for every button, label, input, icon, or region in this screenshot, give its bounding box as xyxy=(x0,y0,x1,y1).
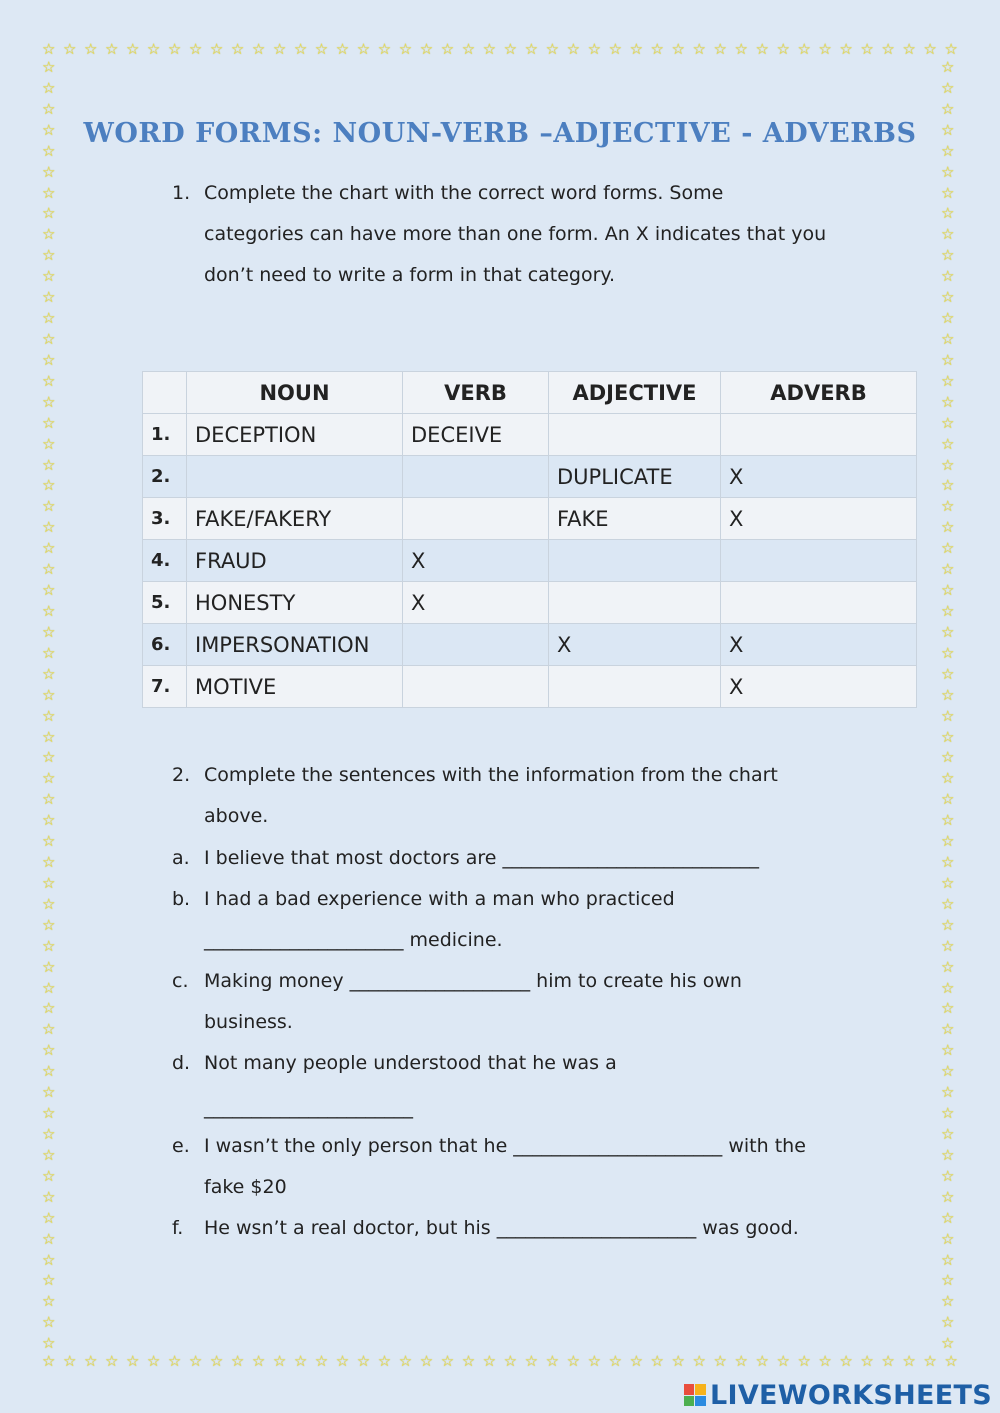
star-icon: ☆ xyxy=(42,1166,56,1185)
question-1 xyxy=(172,173,892,296)
star-icon: ☆ xyxy=(941,1104,955,1123)
star-icon: ☆ xyxy=(818,1352,832,1370)
sentence-b-line-2: _____________________ medicine. xyxy=(204,929,503,951)
chart-body xyxy=(143,414,917,708)
star-icon: ☆ xyxy=(42,936,56,955)
star-icon: ☆ xyxy=(42,204,56,223)
star-icon: ☆ xyxy=(356,40,371,58)
star-icon: ☆ xyxy=(42,225,56,244)
table-cell: DECEPTION xyxy=(187,414,403,456)
sentence-a-label: a. xyxy=(172,847,190,869)
star-icon: ☆ xyxy=(941,309,955,328)
star-icon: ☆ xyxy=(42,539,56,558)
star-icon: ☆ xyxy=(42,183,56,202)
row-number-cell: 3. xyxy=(143,498,187,540)
star-icon: ☆ xyxy=(440,40,455,58)
star-icon: ☆ xyxy=(941,1166,955,1185)
star-icon: ☆ xyxy=(42,1083,56,1102)
star-icon: ☆ xyxy=(42,1250,56,1269)
star-icon: ☆ xyxy=(104,40,119,58)
star-icon: ☆ xyxy=(251,40,266,58)
star-icon: ☆ xyxy=(941,329,955,348)
star-icon: ☆ xyxy=(941,999,955,1018)
table-cell xyxy=(721,540,917,582)
star-icon: ☆ xyxy=(941,1292,955,1311)
star-icon: ☆ xyxy=(941,371,955,390)
star-icon: ☆ xyxy=(944,40,958,58)
star-icon: ☆ xyxy=(941,811,955,830)
star-icon: ☆ xyxy=(941,413,955,432)
star-icon: ☆ xyxy=(42,1334,56,1353)
star-icon: ☆ xyxy=(42,1292,56,1311)
logo-grid-icon xyxy=(684,1384,706,1406)
star-icon: ☆ xyxy=(797,1352,811,1370)
star-icon: ☆ xyxy=(797,40,811,58)
star-icon: ☆ xyxy=(188,40,203,58)
table-cell xyxy=(549,414,721,456)
star-icon: ☆ xyxy=(713,40,727,58)
star-icon: ☆ xyxy=(941,120,955,139)
star-icon: ☆ xyxy=(941,497,955,516)
star-icon: ☆ xyxy=(42,1208,56,1227)
sentence-c-line-2: business. xyxy=(204,1011,293,1033)
star-icon: ☆ xyxy=(941,1020,955,1039)
star-icon: ☆ xyxy=(941,476,955,495)
star-icon: ☆ xyxy=(42,601,56,620)
star-icon: ☆ xyxy=(941,706,955,725)
star-icon: ☆ xyxy=(398,40,413,58)
star-icon: ☆ xyxy=(42,309,56,328)
star-icon: ☆ xyxy=(941,58,955,76)
star-icon: ☆ xyxy=(42,99,56,118)
star-icon: ☆ xyxy=(167,1352,182,1370)
star-icon: ☆ xyxy=(42,1125,56,1144)
table-cell: DUPLICATE xyxy=(549,456,721,498)
chart-header-cell: NOUN xyxy=(187,372,403,414)
star-icon: ☆ xyxy=(941,1313,955,1332)
star-icon: ☆ xyxy=(839,40,853,58)
star-icon: ☆ xyxy=(42,978,56,997)
star-icon: ☆ xyxy=(941,246,955,265)
logo-square-yellow xyxy=(695,1384,706,1395)
table-cell xyxy=(187,456,403,498)
star-icon: ☆ xyxy=(209,1352,224,1370)
star-icon: ☆ xyxy=(566,1352,581,1370)
star-icon: ☆ xyxy=(941,1083,955,1102)
star-icon: ☆ xyxy=(42,999,56,1018)
table-cell: X xyxy=(549,624,721,666)
table-cell: FAKE/FAKERY xyxy=(187,498,403,540)
star-icon: ☆ xyxy=(482,40,497,58)
logo-square-green xyxy=(684,1396,695,1407)
row-number-cell: 1. xyxy=(143,414,187,456)
table-cell: HONESTY xyxy=(187,582,403,624)
chart-header-cell xyxy=(143,372,187,414)
star-icon: ☆ xyxy=(272,40,287,58)
star-icon: ☆ xyxy=(146,40,161,58)
table-cell xyxy=(549,666,721,708)
star-icon: ☆ xyxy=(42,727,56,746)
star-icon: ☆ xyxy=(941,727,955,746)
star-icon: ☆ xyxy=(42,894,56,913)
star-icon: ☆ xyxy=(42,832,56,851)
sentence-d-label: d. xyxy=(172,1052,191,1074)
star-icon: ☆ xyxy=(734,40,748,58)
star-icon: ☆ xyxy=(941,622,955,641)
star-icon: ☆ xyxy=(941,1334,955,1353)
question-1-line-2: categories can have more than one form. An X indicates that you xyxy=(204,223,827,245)
star-icon: ☆ xyxy=(818,40,832,58)
star-icon: ☆ xyxy=(42,78,56,97)
star-icon: ☆ xyxy=(941,832,955,851)
star-icon: ☆ xyxy=(881,40,895,58)
sentence-b-label: b. xyxy=(172,888,191,910)
star-icon: ☆ xyxy=(42,622,56,641)
star-icon: ☆ xyxy=(461,1352,476,1370)
logo-square-blue xyxy=(695,1396,706,1407)
star-icon: ☆ xyxy=(377,40,392,58)
sentence-f-line-1: He wsn’t a real doctor, but his _____________________ was good. xyxy=(204,1217,799,1239)
question-number: 1. xyxy=(172,182,191,204)
star-icon: ☆ xyxy=(42,643,56,662)
star-icon: ☆ xyxy=(524,1352,539,1370)
chart-header-cell: ADVERB xyxy=(721,372,917,414)
star-icon: ☆ xyxy=(62,1352,77,1370)
liveworksheets-logo[interactable] xyxy=(684,1380,992,1410)
star-icon: ☆ xyxy=(776,1352,790,1370)
sentence-e-line-2: fake $20 xyxy=(204,1176,287,1198)
star-icon: ☆ xyxy=(941,350,955,369)
question-2-line-2: above. xyxy=(204,805,269,827)
chart-header-row xyxy=(143,372,917,414)
star-icon: ☆ xyxy=(941,1271,955,1290)
star-icon: ☆ xyxy=(941,1041,955,1060)
star-icon: ☆ xyxy=(941,1229,955,1248)
star-icon: ☆ xyxy=(42,685,56,704)
table-row xyxy=(143,624,917,666)
star-icon: ☆ xyxy=(42,873,56,892)
question-number: 2. xyxy=(172,764,191,786)
table-cell: X xyxy=(721,666,917,708)
star-icon: ☆ xyxy=(42,811,56,830)
star-icon: ☆ xyxy=(941,685,955,704)
table-cell: DECEIVE xyxy=(403,414,549,456)
table-cell: X xyxy=(721,498,917,540)
row-number-cell: 2. xyxy=(143,456,187,498)
star-icon: ☆ xyxy=(125,1352,140,1370)
star-icon: ☆ xyxy=(629,1352,644,1370)
star-icon: ☆ xyxy=(941,267,955,286)
star-icon: ☆ xyxy=(42,1229,56,1248)
chart-header-cell: VERB xyxy=(403,372,549,414)
question-2 xyxy=(172,755,892,837)
star-icon: ☆ xyxy=(104,1352,119,1370)
table-cell: X xyxy=(721,624,917,666)
star-icon: ☆ xyxy=(941,601,955,620)
table-row xyxy=(143,414,917,456)
star-border-top xyxy=(42,42,958,57)
sentence-e-label: e. xyxy=(172,1135,190,1157)
star-icon: ☆ xyxy=(941,539,955,558)
brand-name: LIVEWORKSHEETS xyxy=(709,1379,992,1411)
star-icon: ☆ xyxy=(42,1145,56,1164)
table-row xyxy=(143,582,917,624)
star-icon: ☆ xyxy=(545,40,560,58)
star-icon: ☆ xyxy=(42,1352,56,1370)
star-icon: ☆ xyxy=(188,1352,203,1370)
star-icon: ☆ xyxy=(902,1352,916,1370)
star-icon: ☆ xyxy=(587,40,602,58)
star-icon: ☆ xyxy=(650,1352,664,1370)
table-cell xyxy=(549,540,721,582)
star-icon: ☆ xyxy=(293,1352,308,1370)
star-icon: ☆ xyxy=(42,1104,56,1123)
star-icon: ☆ xyxy=(42,476,56,495)
star-icon: ☆ xyxy=(902,40,916,58)
word-forms-chart xyxy=(142,371,917,708)
star-icon: ☆ xyxy=(941,643,955,662)
star-icon: ☆ xyxy=(42,350,56,369)
star-icon: ☆ xyxy=(941,78,955,97)
table-cell: X xyxy=(721,456,917,498)
row-number-cell: 6. xyxy=(143,624,187,666)
sentence-d-line-1: Not many people understood that he was a xyxy=(204,1052,617,1074)
star-icon: ☆ xyxy=(272,1352,287,1370)
star-icon: ☆ xyxy=(881,1352,895,1370)
question-2-line-1: Complete the sentences with the information from the chart xyxy=(204,764,778,786)
star-icon: ☆ xyxy=(941,873,955,892)
star-border-right xyxy=(941,60,954,1352)
question-1-line-1: Complete the chart with the correct word forms. Some xyxy=(204,182,724,204)
star-icon: ☆ xyxy=(419,1352,434,1370)
star-icon: ☆ xyxy=(42,853,56,872)
star-icon: ☆ xyxy=(941,1125,955,1144)
star-icon: ☆ xyxy=(42,246,56,265)
table-cell xyxy=(721,582,917,624)
star-icon: ☆ xyxy=(42,162,56,181)
star-icon: ☆ xyxy=(42,497,56,516)
worksheet-title: WORD FORMS: NOUN-VERB –ADJECTIVE - ADVERBS xyxy=(83,118,917,149)
table-cell xyxy=(549,582,721,624)
star-icon: ☆ xyxy=(42,957,56,976)
star-icon: ☆ xyxy=(941,957,955,976)
star-icon: ☆ xyxy=(755,40,769,58)
star-icon: ☆ xyxy=(671,1352,685,1370)
star-icon: ☆ xyxy=(314,1352,329,1370)
question-1-line-3: don’t need to write a form in that category. xyxy=(204,264,616,286)
star-icon: ☆ xyxy=(125,40,140,58)
star-icon: ☆ xyxy=(42,790,56,809)
star-icon: ☆ xyxy=(941,790,955,809)
table-row xyxy=(143,666,917,708)
sentence-d-line-2: ______________________ xyxy=(204,1097,413,1119)
star-icon: ☆ xyxy=(42,141,56,160)
star-icon: ☆ xyxy=(941,288,955,307)
table-cell xyxy=(403,456,549,498)
table-cell: IMPERSONATION xyxy=(187,624,403,666)
star-icon: ☆ xyxy=(941,1208,955,1227)
logo-square-red xyxy=(684,1384,695,1395)
star-icon: ☆ xyxy=(941,162,955,181)
star-border-bottom xyxy=(42,1354,958,1369)
star-icon: ☆ xyxy=(524,40,539,58)
star-icon: ☆ xyxy=(941,894,955,913)
star-icon: ☆ xyxy=(650,40,664,58)
star-icon: ☆ xyxy=(941,769,955,788)
star-icon: ☆ xyxy=(398,1352,413,1370)
star-icon: ☆ xyxy=(941,664,955,683)
star-icon: ☆ xyxy=(941,915,955,934)
sentence-f-label: f. xyxy=(172,1217,184,1239)
star-icon: ☆ xyxy=(146,1352,161,1370)
sentence-a-line-1: I believe that most doctors are ___________________________ xyxy=(204,847,759,869)
star-icon: ☆ xyxy=(42,1313,56,1332)
star-icon: ☆ xyxy=(860,1352,874,1370)
star-icon: ☆ xyxy=(42,329,56,348)
star-icon: ☆ xyxy=(42,1041,56,1060)
star-icon: ☆ xyxy=(42,560,56,579)
star-icon: ☆ xyxy=(923,1352,937,1370)
table-cell: X xyxy=(403,540,549,582)
table-cell xyxy=(403,498,549,540)
star-icon: ☆ xyxy=(608,40,623,58)
star-icon: ☆ xyxy=(251,1352,266,1370)
star-icon: ☆ xyxy=(42,1187,56,1206)
star-icon: ☆ xyxy=(419,40,434,58)
star-icon: ☆ xyxy=(42,706,56,725)
star-icon: ☆ xyxy=(941,1187,955,1206)
star-icon: ☆ xyxy=(356,1352,371,1370)
star-icon: ☆ xyxy=(42,1062,56,1081)
star-icon: ☆ xyxy=(42,58,56,76)
star-icon: ☆ xyxy=(42,413,56,432)
star-icon: ☆ xyxy=(776,40,790,58)
star-icon: ☆ xyxy=(42,748,56,767)
star-icon: ☆ xyxy=(941,560,955,579)
star-icon: ☆ xyxy=(941,853,955,872)
star-icon: ☆ xyxy=(941,1062,955,1081)
star-icon: ☆ xyxy=(314,40,329,58)
star-icon: ☆ xyxy=(941,1250,955,1269)
table-row xyxy=(143,456,917,498)
star-icon: ☆ xyxy=(941,455,955,474)
sentence-c-label: c. xyxy=(172,970,189,992)
star-icon: ☆ xyxy=(629,40,644,58)
star-icon: ☆ xyxy=(42,1271,56,1290)
star-icon: ☆ xyxy=(860,40,874,58)
sentence-b-line-1: I had a bad experience with a man who practiced xyxy=(204,888,675,910)
star-icon: ☆ xyxy=(944,1352,958,1370)
star-icon: ☆ xyxy=(941,581,955,600)
row-number-cell: 4. xyxy=(143,540,187,582)
star-icon: ☆ xyxy=(62,40,77,58)
star-icon: ☆ xyxy=(335,40,350,58)
star-icon: ☆ xyxy=(941,936,955,955)
star-icon: ☆ xyxy=(42,392,56,411)
star-icon: ☆ xyxy=(42,371,56,390)
star-icon: ☆ xyxy=(941,392,955,411)
table-cell xyxy=(403,624,549,666)
star-icon: ☆ xyxy=(83,1352,98,1370)
chart-header-cell: ADJECTIVE xyxy=(549,372,721,414)
star-icon: ☆ xyxy=(941,225,955,244)
star-icon: ☆ xyxy=(941,1145,955,1164)
star-border-left xyxy=(42,60,55,1352)
star-icon: ☆ xyxy=(692,40,706,58)
star-icon: ☆ xyxy=(42,581,56,600)
star-icon: ☆ xyxy=(83,40,98,58)
star-icon: ☆ xyxy=(692,1352,706,1370)
star-icon: ☆ xyxy=(608,1352,623,1370)
table-cell: FRAUD xyxy=(187,540,403,582)
star-icon: ☆ xyxy=(42,434,56,453)
table-row xyxy=(143,540,917,582)
row-number-cell: 7. xyxy=(143,666,187,708)
sentence-c-line-1: Making money ___________________ him to create his own xyxy=(204,970,742,992)
star-icon: ☆ xyxy=(503,1352,518,1370)
star-icon: ☆ xyxy=(209,40,224,58)
table-cell: MOTIVE xyxy=(187,666,403,708)
star-icon: ☆ xyxy=(42,769,56,788)
star-icon: ☆ xyxy=(293,40,308,58)
star-icon: ☆ xyxy=(923,40,937,58)
star-icon: ☆ xyxy=(42,664,56,683)
star-icon: ☆ xyxy=(839,1352,853,1370)
sentence-e-line-1: I wasn’t the only person that he ______________________ with the xyxy=(204,1135,806,1157)
star-icon: ☆ xyxy=(713,1352,727,1370)
star-icon: ☆ xyxy=(230,40,245,58)
star-icon: ☆ xyxy=(440,1352,455,1370)
star-icon: ☆ xyxy=(335,1352,350,1370)
table-cell: X xyxy=(403,582,549,624)
star-icon: ☆ xyxy=(461,40,476,58)
star-icon: ☆ xyxy=(941,978,955,997)
star-icon: ☆ xyxy=(42,518,56,537)
table-cell xyxy=(721,414,917,456)
star-icon: ☆ xyxy=(671,40,685,58)
star-icon: ☆ xyxy=(941,99,955,118)
star-icon: ☆ xyxy=(230,1352,245,1370)
star-icon: ☆ xyxy=(42,40,56,58)
star-icon: ☆ xyxy=(482,1352,497,1370)
table-cell xyxy=(403,666,549,708)
star-icon: ☆ xyxy=(42,120,56,139)
star-icon: ☆ xyxy=(545,1352,560,1370)
star-icon: ☆ xyxy=(503,40,518,58)
table-cell: FAKE xyxy=(549,498,721,540)
star-icon: ☆ xyxy=(734,1352,748,1370)
star-icon: ☆ xyxy=(42,1020,56,1039)
star-icon: ☆ xyxy=(941,434,955,453)
star-icon: ☆ xyxy=(941,141,955,160)
star-icon: ☆ xyxy=(941,518,955,537)
table-row xyxy=(143,498,917,540)
row-number-cell: 5. xyxy=(143,582,187,624)
star-icon: ☆ xyxy=(42,267,56,286)
star-icon: ☆ xyxy=(42,455,56,474)
star-icon: ☆ xyxy=(755,1352,769,1370)
star-icon: ☆ xyxy=(941,204,955,223)
star-icon: ☆ xyxy=(587,1352,602,1370)
star-icon: ☆ xyxy=(566,40,581,58)
star-icon: ☆ xyxy=(377,1352,392,1370)
star-icon: ☆ xyxy=(42,915,56,934)
star-icon: ☆ xyxy=(42,288,56,307)
star-icon: ☆ xyxy=(941,183,955,202)
star-icon: ☆ xyxy=(167,40,182,58)
star-icon: ☆ xyxy=(941,748,955,767)
